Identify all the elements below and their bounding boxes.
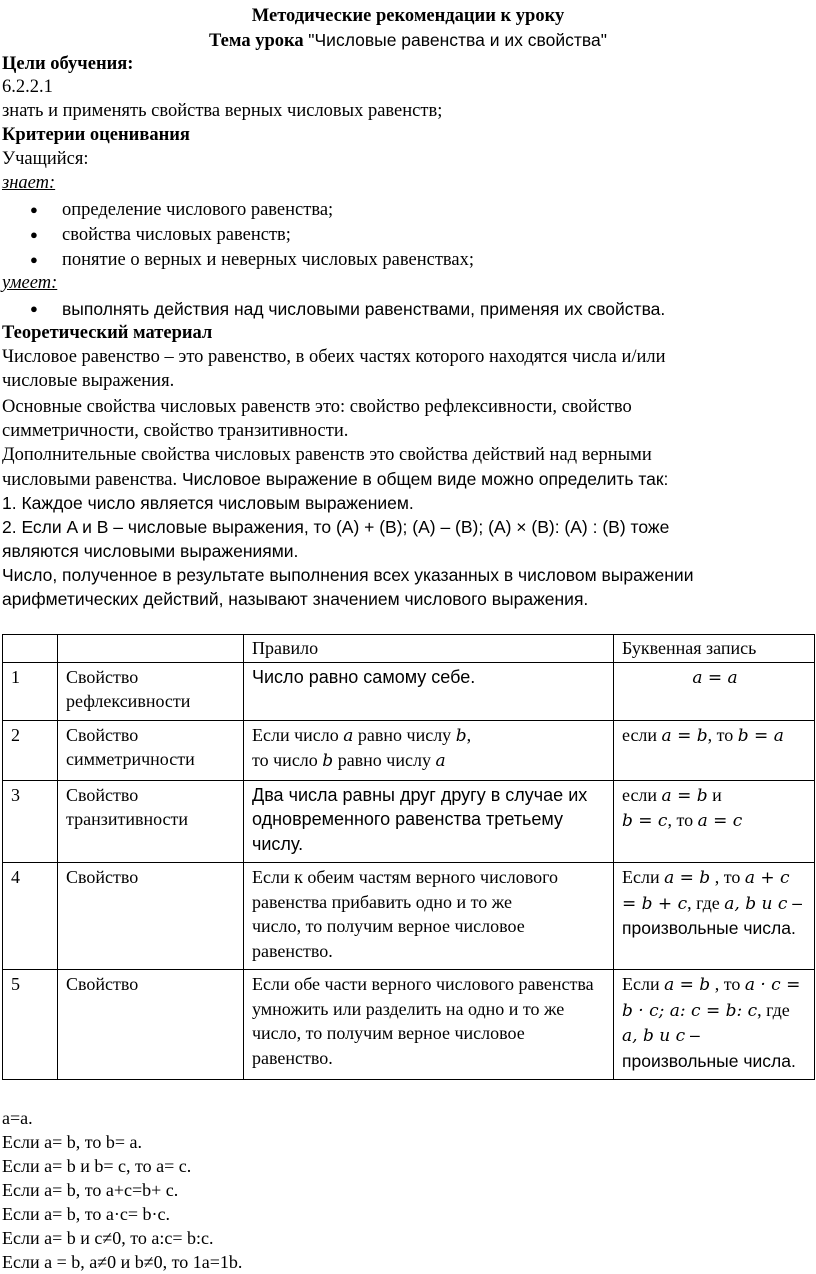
property-rule	[244, 720, 614, 780]
formula-text: – произвольные числа.	[622, 892, 802, 938]
header-cell: Правило	[244, 635, 614, 663]
criteria-student: Учащийся:	[2, 149, 89, 169]
header-cell: Буквенная запись	[614, 635, 815, 663]
row-number: 3	[3, 780, 58, 863]
formula-text: если	[622, 784, 662, 805]
rule-text: Если к обеим частям верного числового равенства прибавить одно и то же	[252, 867, 559, 912]
table-row	[3, 970, 815, 1080]
topic-value: "Числовые равенства и их свойства"	[308, 30, 607, 50]
formula-math: a = a	[692, 667, 738, 688]
theory-line: числовыми равенства.	[2, 470, 178, 490]
rule-text: равно числу	[333, 750, 436, 770]
formula-math: b = c	[622, 811, 668, 831]
formula-text: – произвольные числа.	[622, 1025, 796, 1071]
property-name: Свойство симметричности	[58, 720, 244, 780]
expr-intro: Числовое выражение в общем виде можно определить так:	[177, 469, 669, 489]
summary-line: Если a= b, то a+c=b+ c.	[2, 1180, 179, 1200]
goals-code: 6.2.2.1	[2, 77, 53, 97]
formula-text: если	[622, 724, 662, 745]
rule-var: b	[322, 751, 334, 771]
rule-var: b	[455, 725, 467, 746]
theory-line: числовые выражения.	[2, 371, 175, 391]
header-cell	[3, 635, 58, 663]
expr-line: арифметических действий, называют значением числового выражения.	[2, 589, 589, 609]
property-rule: Если обе части верного числового равенства умножить или разделить на одно и то же число, то получим верное числовое равенство.	[244, 970, 614, 1080]
expr-line: 2. Если A и B – числовые выражения, то (A) + (B); (A) – (B); (A) × (B): (A) : (B) тоже	[2, 517, 670, 537]
property-name: Свойство транзитивности	[58, 780, 244, 863]
formula-text: , то	[667, 810, 698, 830]
formula-math: a = b	[661, 785, 708, 806]
property-name: Свойство	[58, 970, 244, 1080]
row-number: 1	[3, 662, 58, 720]
topic-label: Тема урока	[209, 31, 309, 51]
summary-line: Если a= b и c≠0, то a:c= b:c.	[2, 1228, 214, 1248]
table-header-row	[3, 635, 815, 663]
bullet-icon: ●	[30, 227, 38, 242]
knows-label: знает:	[2, 173, 56, 193]
can-label: умеет:	[2, 273, 58, 293]
rule-text: равно числу	[353, 724, 456, 745]
knows-item: определение числового равенства;	[62, 200, 334, 220]
formula-math: a = b	[661, 725, 708, 746]
expr-line: Число, полученное в результате выполнения всех указанных в числовом выражении	[2, 565, 694, 585]
property-formula	[614, 662, 815, 720]
summary-line: a=a.	[2, 1108, 33, 1128]
rule-var: a	[435, 751, 446, 771]
bullet-icon: ●	[30, 252, 38, 267]
formula-text: , то	[710, 974, 745, 994]
formula-text: Если	[622, 974, 665, 994]
property-name: Свойство	[58, 863, 244, 970]
rule-text: число, то получим верное числовое равенство.	[252, 916, 525, 961]
bullet-icon: ●	[30, 301, 38, 316]
theory-line: Числовое равенство – это равенство, в обеих частях которого находятся числа и/или	[2, 347, 666, 367]
formula-math: a, b и c	[724, 893, 788, 914]
theory-line: Дополнительные свойства числовых равенств это свойства действий над верными	[2, 445, 652, 465]
property-formula	[614, 780, 815, 863]
theory-line-with-intro	[2, 467, 668, 492]
criteria-heading: Критерии оценивания	[2, 125, 190, 145]
property-rule: Два числа равны друг другу в случае их одновременного равенства третьему числу.	[244, 780, 614, 863]
formula-math: a, b и c	[622, 1026, 686, 1046]
rule-var: a	[343, 725, 354, 746]
bullet-icon: ●	[30, 202, 38, 217]
formula-math: a + c = b + c	[622, 868, 790, 914]
property-name: Свойство рефлексивности	[58, 662, 244, 720]
formula-text: и	[707, 784, 722, 805]
formula-math: a · c = b · c; a: c = b: c	[622, 975, 801, 1021]
header-cell	[58, 635, 244, 663]
theory-line: Основные свойства числовых равенств это: свойство рефлексивности, свойство	[2, 397, 632, 417]
formula-math: a = b	[664, 975, 711, 995]
expr-line: являются числовыми выражениями.	[2, 541, 299, 561]
formula-text: , где	[757, 999, 790, 1020]
formula-math: a = c	[697, 811, 743, 831]
goals-text: знать и применять свойства верных числовых равенств;	[2, 101, 443, 121]
table-row	[3, 662, 815, 720]
properties-table	[2, 634, 815, 1080]
summary-line: Если a= b и b= c, то a= c.	[2, 1156, 192, 1176]
can-item: выполнять действия над числовыми равенствами, применяя их свойства.	[62, 299, 666, 319]
table-row	[3, 863, 815, 970]
expr-line: 1. Каждое число является числовым выражением.	[2, 493, 414, 513]
formula-text: , то	[707, 724, 738, 745]
rule-text: то число	[252, 750, 323, 770]
row-number: 5	[3, 970, 58, 1080]
formula-math: a = b	[664, 868, 711, 888]
summary-line: Если a= b, то b= a.	[2, 1132, 143, 1152]
theory-line: симметричности, свойство транзитивности.	[2, 421, 349, 441]
knows-item: свойства числовых равенств;	[62, 225, 291, 245]
property-rule: Число равно самому себе.	[244, 662, 614, 720]
rule-text: ,	[466, 724, 472, 745]
formula-text: , то	[710, 867, 745, 887]
table-row	[3, 780, 815, 863]
knows-item: понятие о верных и неверных числовых равенствах;	[62, 250, 475, 270]
formula-math: b = a	[737, 725, 784, 746]
formula-text: , где	[687, 892, 725, 913]
row-number: 2	[3, 720, 58, 780]
rule-text: Если число	[252, 724, 344, 745]
row-number: 4	[3, 863, 58, 970]
theory-heading: Теоретический материал	[2, 323, 213, 343]
property-formula	[614, 863, 815, 970]
document-title: Методические рекомендации к уроку	[251, 6, 565, 26]
summary-line: Если a = b, a≠0 и b≠0, то 1a=1b.	[2, 1252, 243, 1272]
goals-heading: Цели обучения:	[2, 54, 134, 74]
formula-text: Если	[622, 867, 665, 887]
summary-line: Если a= b, то a·c= b·c.	[2, 1204, 170, 1224]
property-formula	[614, 720, 815, 780]
lesson-topic	[0, 28, 816, 53]
table-row	[3, 720, 815, 780]
property-rule	[244, 863, 614, 970]
property-formula	[614, 970, 815, 1080]
